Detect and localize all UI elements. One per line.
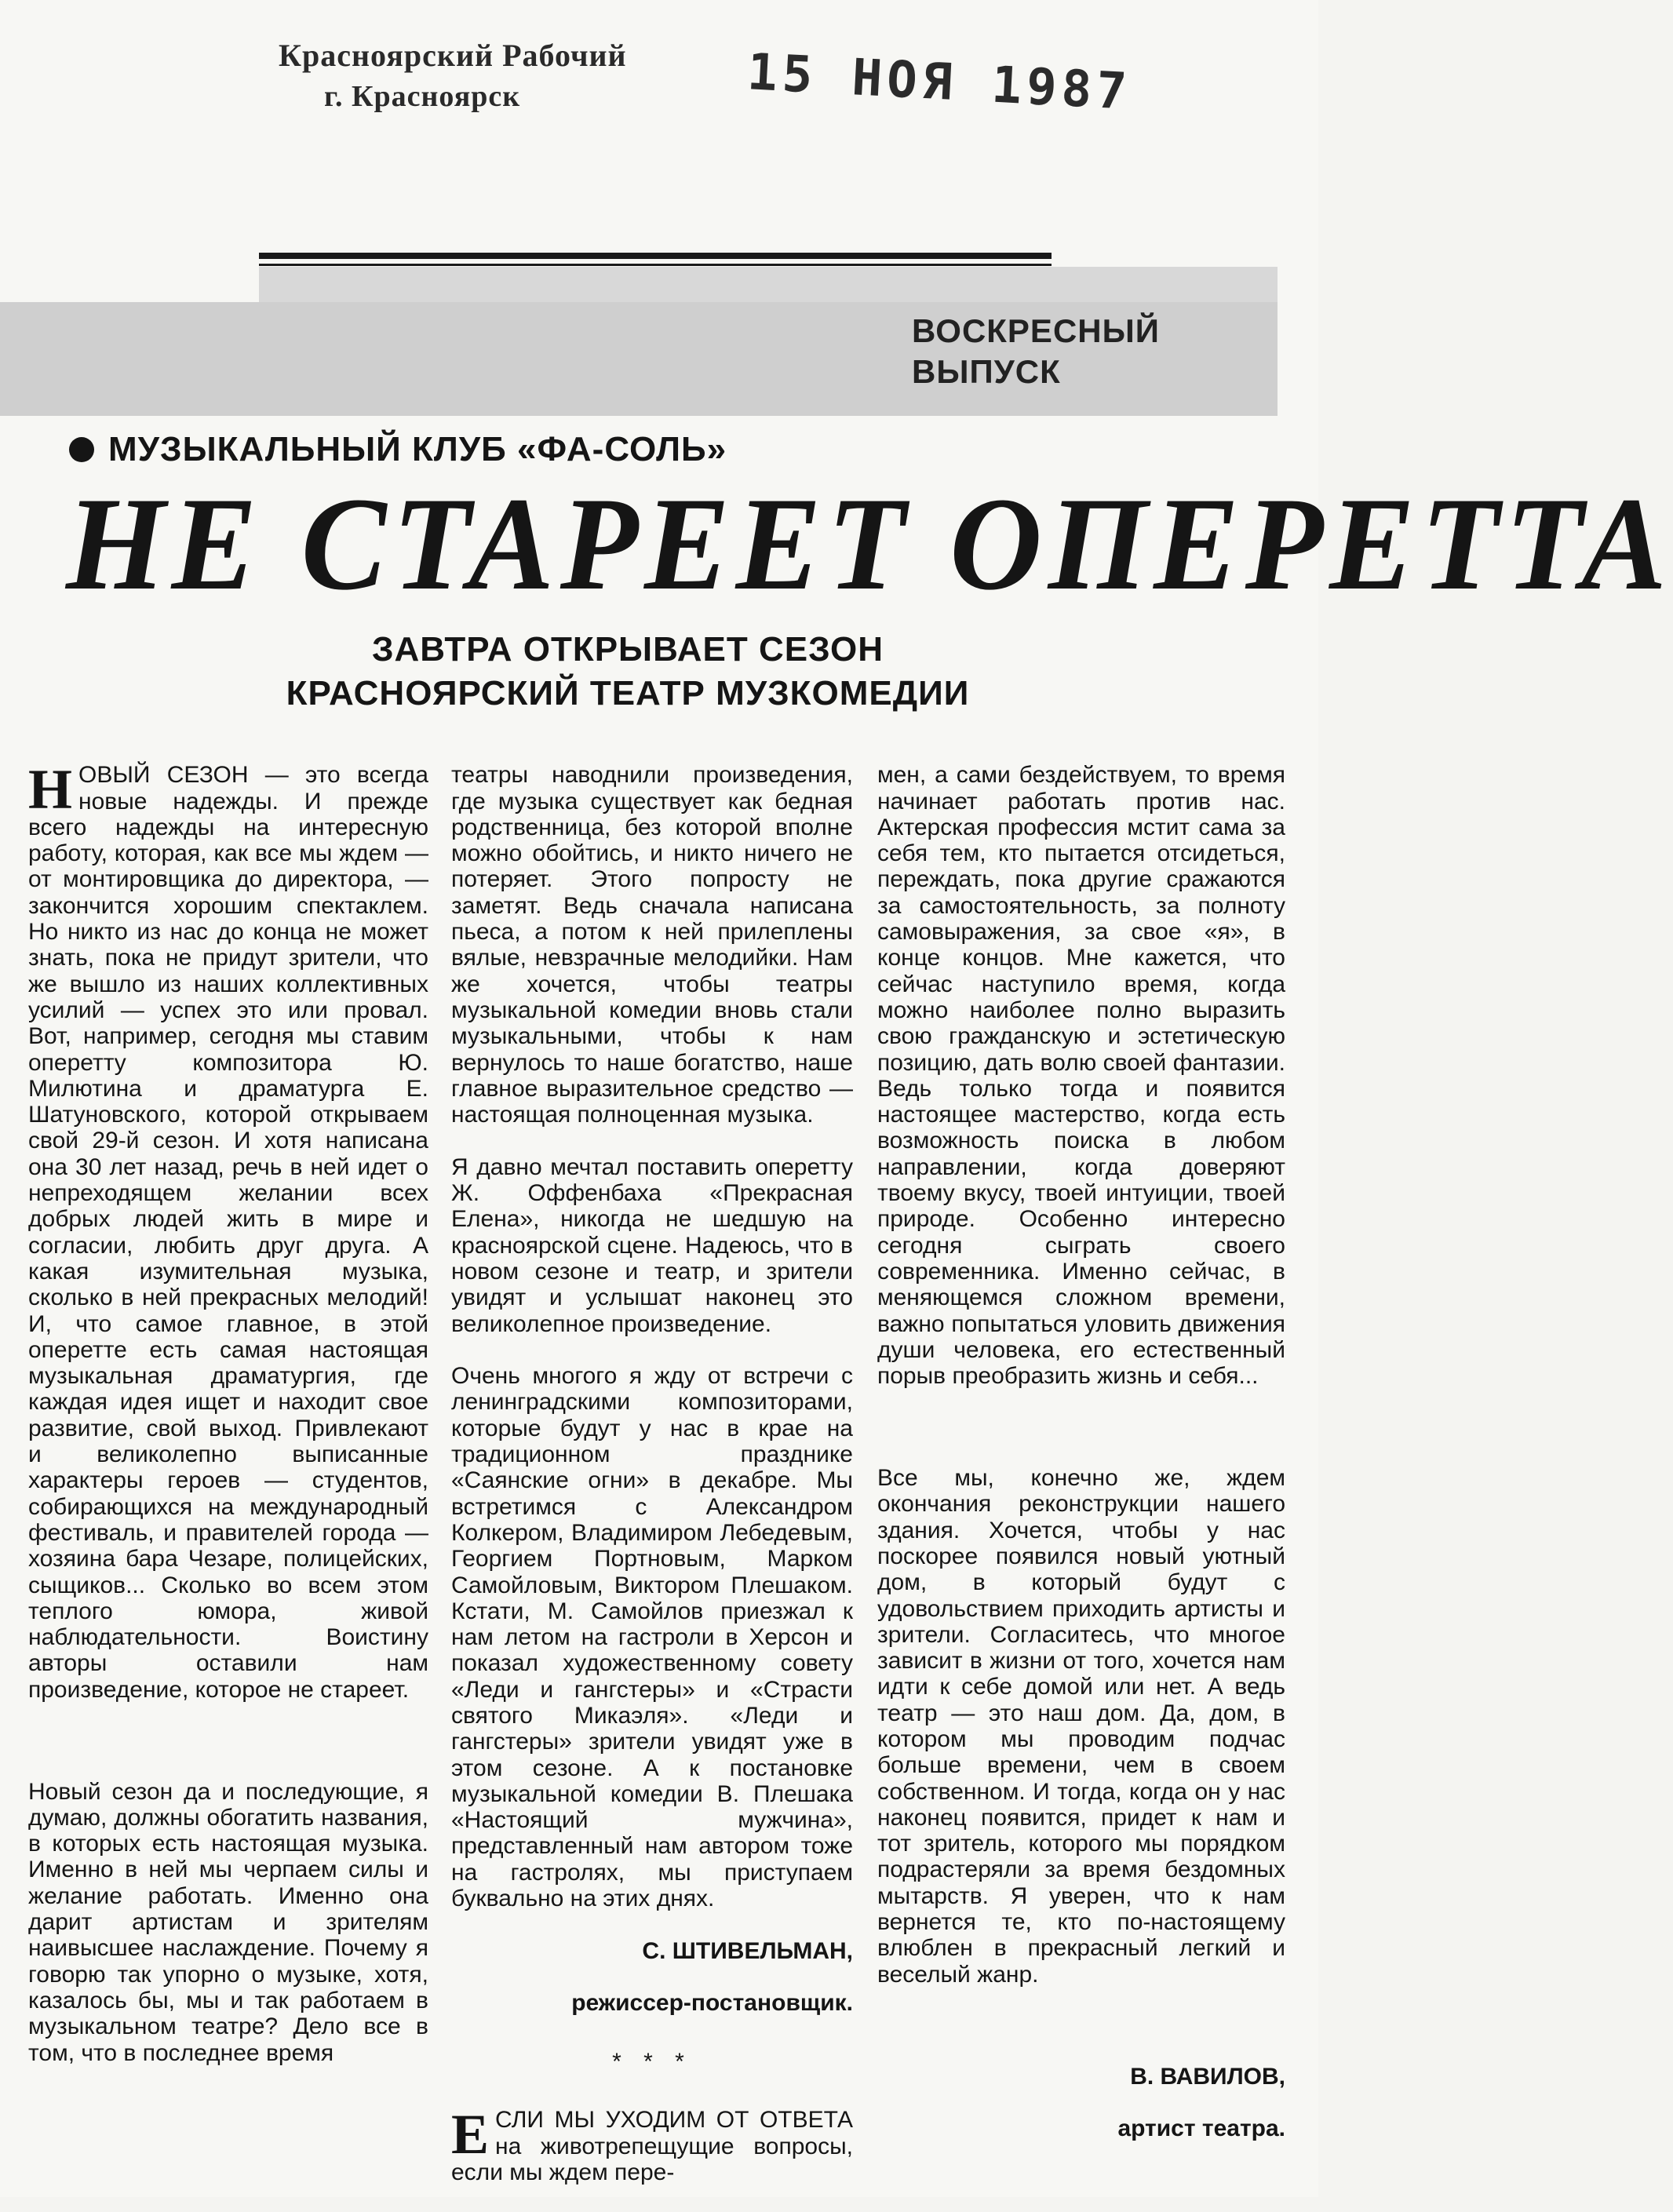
article-column-3 — [877, 736, 1285, 2168]
paragraph-text: ОВЫЙ СЕЗОН — это всегда новые надежды. И прежде всего надежды на интересную работу, которая, как все мы ждем — от монтировщика до директора, — закончится хорошим спектаклем. Но никто из нас до конца не может знать, пока не придут зрители, что же вышло из наших коллективных усилий — успех это или провал. Вот, например, сегодня мы ставим оперетту композитора Ю. Милютина и драматурга Е. Шатуновского, которой открываем свой 29-й сезон. И хотя написана она 30 лет назад, речь в ней идет о непреходящем желании всех добрых людей жить в мире и согласии, любить друг друга. А какая изумительная музыка, сколько в ней прекрасных мелодий! И, что самое главное, в этой оперетте есть самая настоящая музыкальная драматургия, где каждая идея ищет и находит свое развитие, свой выход. Привлекают и великолепно выписанные характеры героев — студентов, собирающихся на международный фестиваль, и правителей города — хозяина бара Чезаре, полицейских, сыщиков... Сколько во всем этом теплого юмора, живой наблюдательности. Воистину авторы оставили нам произведение, которое не стареет. — [28, 762, 428, 1703]
paragraph: театры наводнили произведения, где музыка существует как бедная родственница, без которой вполне можно обойтись, и никто ничего не потеряет. Этого попросту не заметят. Ведь сначала написана пьеса, а потом к ней прилеплены вялые, невзрачные мелодийки. Нам же хочется, чтобы театры музыкальной комедии вновь стали музыкальными, чтобы к нам вернулось то наше богатство, наше главное выразительное средство — настоящая полноценная музыка. — [451, 762, 853, 1128]
paragraph: Очень многого я жду от встречи с ленинградскими композиторами, которые будут у нас в крае на традиционном празднике «Саянские огни» в декабре. Мы встретимся с Александром Колкером, Владимиром Лебедевым, Георгием Портновым, Марком Самойловым, Виктором Плешаком. Кстати, М. Самойлов приезжал к нам летом на гастроли в Херсон и показал художественному совету «Леди и гангстеры» и «Страсти святого Микаэля». «Леди и гангстеры» зрители увидят уже в этом сезоне. А к постановке музыкальной комедии В. Плешака «Настоящий мужчина», представленный нам автором тоже на гастролях, мы приступаем буквально на этих днях. — [451, 1363, 853, 1912]
bullet-icon — [69, 437, 94, 462]
article-column-2 — [451, 736, 853, 2212]
separator-stars: * * * — [612, 2048, 692, 2075]
divider-rule — [259, 253, 1052, 259]
section-label-line: ВОСКРЕСНЫЙ — [912, 312, 1160, 349]
stamp-date: 15 НОЯ 1987 — [745, 43, 1133, 122]
paragraph: Я давно мечтал поставить оперетту Ж. Оффенбаха «Прекрасная Елена», никогда не шедшую на красноярской сцене. Надеюсь, что в новом сезоне и театр, и зрители увидят и услышат наконец это великолепное произведение. — [451, 1153, 853, 1337]
author-signature: С. ШТИВЕЛЬМАН, — [642, 1937, 853, 1964]
author-signature: В. ВАВИЛОВ, — [1130, 2063, 1285, 2090]
section-label-line: ВЫПУСК — [912, 353, 1061, 390]
subheadline-line: КРАСНОЯРСКИЙ ТЕАТР МУЗКОМЕДИИ — [286, 674, 970, 712]
paragraph — [28, 758, 428, 1703]
newspaper-stamp — [279, 35, 627, 117]
drop-cap: Н — [28, 758, 73, 822]
subheadline-line: ЗАВТРА ОТКРЫВАЕТ СЕЗОН — [371, 630, 884, 669]
headline: НЕ СТАРЕЕТ ОПЕРЕТТА — [66, 470, 1673, 618]
stamp-paper-name: Красноярский Рабочий — [279, 38, 627, 73]
paragraph — [451, 2103, 853, 2186]
section-label — [912, 311, 1160, 392]
section-band — [259, 267, 1278, 306]
paragraph-text: СЛИ МЫ УХОДИМ ОТ ОТВЕТА на животрепещущие вопросы, если мы ждем пере- — [451, 2107, 853, 2186]
stamp-city: г. Красноярск — [324, 80, 521, 113]
article-column-1 — [28, 736, 428, 2092]
divider-rule — [259, 264, 1052, 266]
paragraph: Новый сезон да и последующие, я думаю, должны обогатить названия, в которых есть настоящая музыка. Именно в ней мы черпаем силы и желание работать. Именно она дарит артистам и зрителям наивысшее наслаждение. Почему я говорю так упорно о музыке, хотя, казалось бы, мы и так работаем в музыкальном театре? Дело все в том, что в последнее время — [28, 1778, 428, 2066]
paragraph: Все мы, конечно же, ждем окончания реконструкции нашего здания. Хочется, чтобы у нас поскорее появился новый уютный дом, в который будут с удовольствием приходить артисты и зрители. Согласитесь, что многое зависит в жизни от того, хочется нам идти к себе домой или нет. А ведь театр — это наш дом. Да, дом, в котором мы проводим подчас больше времени, чем в своем собственном. И тогда, когда он у нас наконец появится, придет к нам и тот зритель, которого мы порядком подрастеряли за время бездомных мытарств. Я уверен, что к нам вернется те, кто по-настоящему влюблен в прекрасный легкий и веселый жанр. — [877, 1465, 1285, 1988]
drop-cap: Е — [451, 2103, 490, 2166]
rubric — [69, 430, 727, 469]
paragraph: мен, а сами бездействуем, то время начинает работать против нас. Актерская профессия мстит сама за себя тем, кто пытается отсидеться, переждать, пока другие сражаются за самостоятельность, за полноту самовыражения, за свое «я», в конце концов. Мне кажется, что сейчас наступило время, когда можно наиболее полно выразить свою гражданскую и эстетическую позицию, дать волю своей фантазии. Ведь только тогда и появится настоящее мастерство, когда есть возможность поиска в любом направлении, когда доверяют твоему вкусу, твоей интуиции, твоей природе. Особенно интересно сегодня сыграть своего современника. Именно сейчас, в меняющемся сложном времени, важно попытаться уловить движения души человека, его естественный порыв преобразить жизнь и себя... — [877, 762, 1285, 1390]
author-position: режиссер-постановщик. — [571, 1990, 853, 2017]
author-position: артист театра. — [1117, 2115, 1285, 2142]
subheadline — [157, 628, 1099, 716]
rubric-text: МУЗЫКАЛЬНЫЙ КЛУБ «ФА-СОЛЬ» — [108, 430, 727, 468]
